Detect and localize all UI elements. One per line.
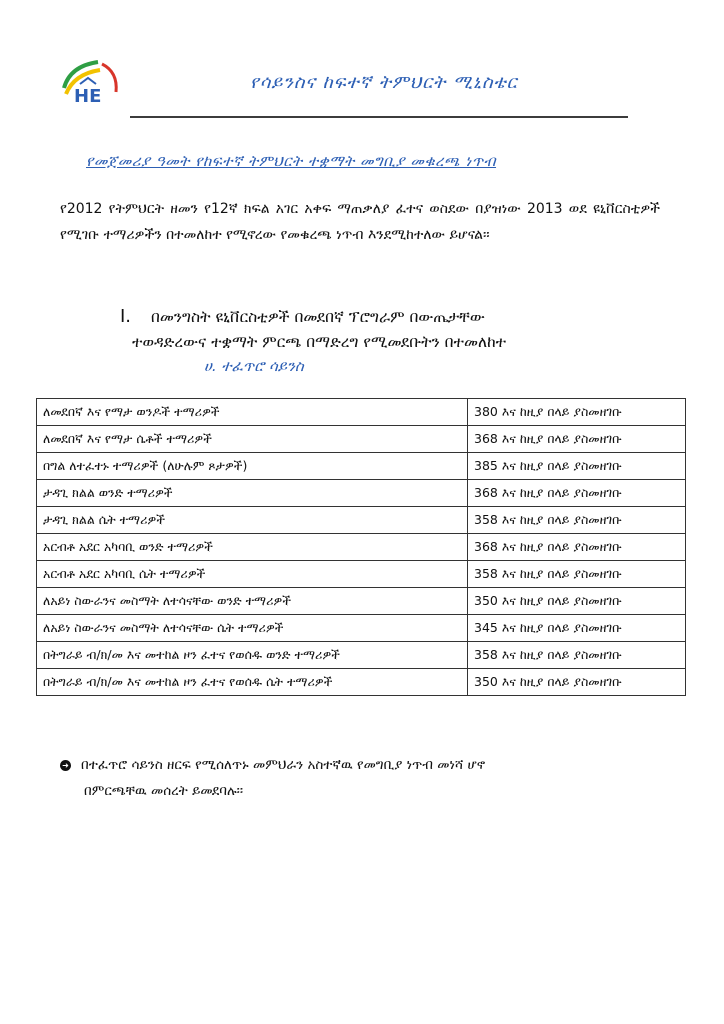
header-divider [130, 116, 628, 118]
section-heading [120, 304, 660, 355]
document-subtitle: የመጀመሪያ ዓመት የከፍተኛ ትምህርት ተቋማት መግቢያ መቁረጫ ነጥብ [86, 152, 497, 170]
category-cell: አርብቶ አደር አካባቢ ሴት ተማሪዎች [37, 561, 468, 588]
table-row [37, 399, 686, 426]
score-cell: 350 እና ከዚያ በላይ ያስመዘገቡ [468, 588, 686, 615]
subsection-title: ሀ. ተፈጥሮ ሳይንስ [204, 357, 304, 375]
category-cell: ታዳጊ ክልል ወንድ ተማሪዎች [37, 480, 468, 507]
table-row [37, 426, 686, 453]
table-row [37, 615, 686, 642]
category-cell: በግል ለተፈተኑ ተማሪዎች (ለሁሉም ጾታዎች) [37, 453, 468, 480]
note-line1: በተፈጥሮ ሳይንስ ዘርፍ የሚሰለጥኑ መምህራን አስተኛዉ የመግቢያ ነጥብ መነሻ ሆኖ [81, 757, 486, 773]
score-cell: 345 እና ከዚያ በላይ ያስመዘገቡ [468, 615, 686, 642]
cutoff-table [36, 398, 686, 696]
category-cell: ለአይነ ስውራንና መስማት ለተሳናቸው ወንድ ተማሪዎች [37, 588, 468, 615]
table-row [37, 480, 686, 507]
score-cell: 368 እና ከዚያ በላይ ያስመዘገቡ [468, 534, 686, 561]
section-heading-line1: በመንግስት ዩኒቨርስቲዎች በመደበኛ ፕሮግራም በውጤታቸው [151, 308, 485, 326]
table-row [37, 534, 686, 561]
score-cell: 385 እና ከዚያ በላይ ያስመዘገቡ [468, 453, 686, 480]
score-cell: 358 እና ከዚያ በላይ ያስመዘገቡ [468, 507, 686, 534]
score-cell: 380 እና ከዚያ በላይ ያስመዘገቡ [468, 399, 686, 426]
table-row [37, 507, 686, 534]
score-cell: 358 እና ከዚያ በላይ ያስመዘገቡ [468, 642, 686, 669]
score-cell: 368 እና ከዚያ በላይ ያስመዘገቡ [468, 426, 686, 453]
table-row [37, 669, 686, 696]
table-row [37, 561, 686, 588]
logo-lettering: HE [74, 86, 102, 107]
category-cell: ለመደበኛ እና የማታ ወንዶች ተማሪዎች [37, 399, 468, 426]
note-line2: በምርጫቸዉ መሰረት ይመደባሉ፡፡ [84, 783, 244, 799]
intro-paragraph: የ2012 የትምህርት ዘመን የ12ኛ ክፍል አገር አቀፍ ማጠቃለያ ፈተና ወስደው በያዝነው 2013 ወደ ዩኒቨርስቲዎች የሚገቡ ተማሪዎችን በተመለከተ የሚኖረው የመቁረጫ ነጥብ እንደሚከተለው ይሆናል፡፡ [60, 201, 660, 243]
section-heading-line2: ተወዳድረውና ተቋማት ምርጫ በማድረግ የሚመደቡትን በተመለከተ [132, 333, 507, 351]
category-cell: ታዳጊ ክልል ሴት ተማሪዎች [37, 507, 468, 534]
note-paragraph [60, 752, 670, 804]
category-cell: በትግራይ ብ/ክ/መ እና መተከል ዞን ፈተና የወሰዱ ሴት ተማሪዎች [37, 669, 468, 696]
category-cell: ለአይነ ስውራንና መስማት ለተሳናቸው ሴት ተማሪዎች [37, 615, 468, 642]
category-cell: አርብቶ አደር አካባቢ ወንድ ተማሪዎች [37, 534, 468, 561]
score-cell: 368 እና ከዚያ በላይ ያስመዘገቡ [468, 480, 686, 507]
score-cell: 350 እና ከዚያ በላይ ያስመዘገቡ [468, 669, 686, 696]
ministry-logo [58, 58, 124, 108]
category-cell: ለመደበኛ እና የማታ ሴቶች ተማሪዎች [37, 426, 468, 453]
table-row [37, 453, 686, 480]
arrow-bullet-icon: ➜ [60, 760, 71, 771]
score-cell: 358 እና ከዚያ በላይ ያስመዘገቡ [468, 561, 686, 588]
ministry-name: የሳይንስና ከፍተኛ ትምህርት ሚኒስቴር [250, 72, 518, 93]
table-row [37, 588, 686, 615]
section-number: I. [120, 306, 132, 327]
table-row [37, 642, 686, 669]
category-cell: በትግራይ ብ/ክ/መ እና መተከል ዞን ፈተና የወሰዱ ወንድ ተማሪዎች [37, 642, 468, 669]
